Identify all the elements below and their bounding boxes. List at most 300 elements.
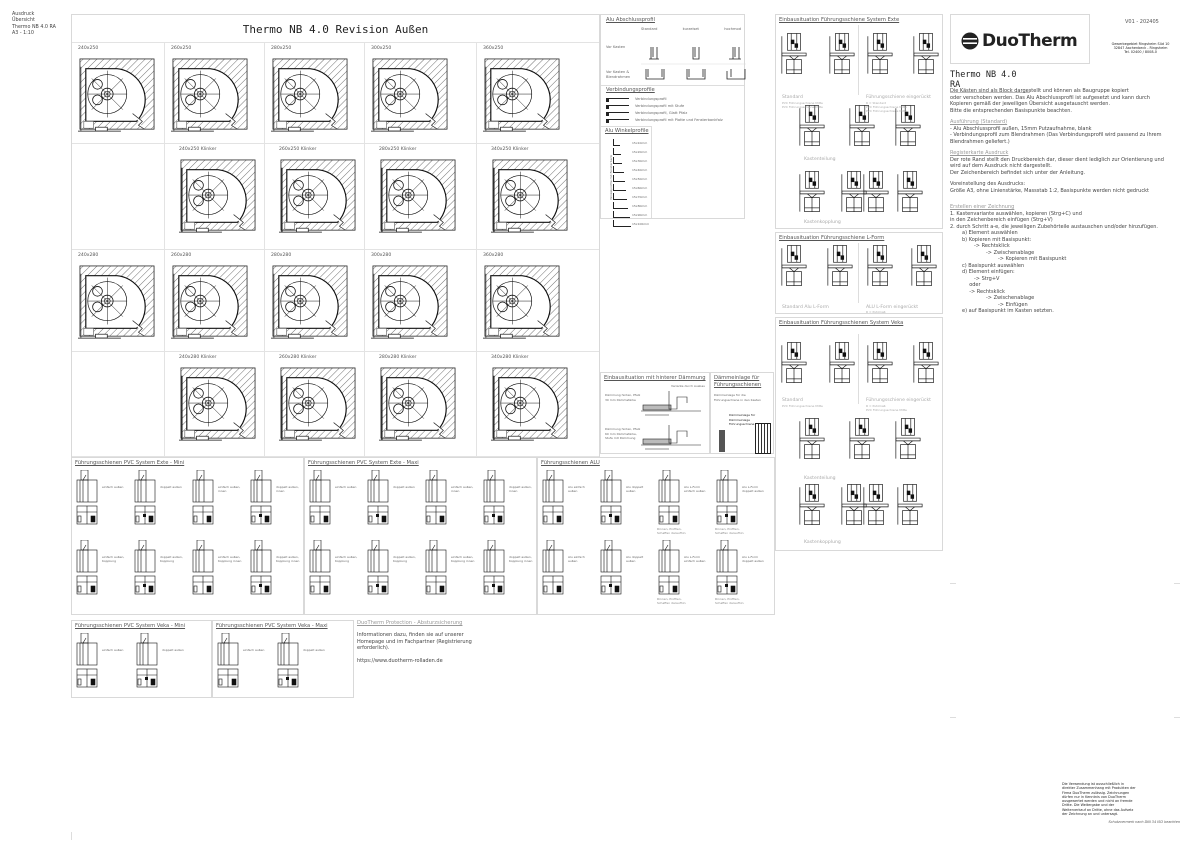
shutter-box-drawing xyxy=(171,264,249,342)
winkelprofil-item xyxy=(613,146,649,155)
guide-rail-variant xyxy=(599,470,644,526)
guide-rail-label: Alu doppelt außen xyxy=(626,555,644,563)
box-variant-cell xyxy=(72,250,165,352)
guide-rail-label: doppelt außen, innen xyxy=(276,485,299,493)
box-variant-cell xyxy=(365,250,477,352)
alu-winkelprofile-title: Alu Winkelprofile xyxy=(605,128,649,134)
guide-rail-drawing xyxy=(249,470,273,526)
shutter-box-drawing xyxy=(78,264,156,342)
shutter-box-drawing xyxy=(371,264,449,342)
guide-rail-drawing xyxy=(599,470,623,526)
caption-sub: R = Putzmaß xyxy=(866,310,886,314)
legal-line: Weiterverkauf an Dritte, ohne das Aufsetz xyxy=(1062,807,1134,812)
guide-rail-variant xyxy=(715,540,764,596)
guide-rail-label: doppelt außen xyxy=(160,485,182,489)
shutter-box-drawing xyxy=(171,57,249,135)
guide-rail-drawing xyxy=(424,470,448,526)
shutter-box-drawing xyxy=(379,366,457,444)
box-grid xyxy=(72,43,599,457)
verbindung-label: Verbindungsprofil mit Platte und Fensterbankfalz xyxy=(635,118,723,123)
daemmeinlage-callout: Dämmeinlage für Dämmeinlage Führungsschiene xyxy=(729,413,756,427)
winkelprofil-item xyxy=(613,173,649,182)
guide-rail-label: einfach außen, Kopplung xyxy=(102,555,125,563)
guide-rail-label: Alu einfach außen xyxy=(568,485,585,493)
installation-section-drawing xyxy=(798,167,826,217)
legal-notice xyxy=(1062,782,1180,825)
instruction-step: -> Rechtsklick xyxy=(969,288,1005,295)
box-variant-label: 240x250 xyxy=(78,46,99,51)
angle-profile-icon xyxy=(613,157,622,164)
box-variant-cell xyxy=(477,250,599,352)
guide-rail-drawing xyxy=(482,470,506,526)
guide-rail-variant xyxy=(216,633,265,689)
guide-rail-drawing xyxy=(308,470,332,526)
guide-rail-label: einfach außen, innen xyxy=(218,485,241,493)
instruction-step: d) Element einfügen: xyxy=(962,269,1015,275)
caption-sub: PVC Führungsschiene Mitte xyxy=(782,105,823,109)
logo-box xyxy=(950,14,1090,64)
guide-rail-drawing xyxy=(715,470,739,526)
caption-sub: PVC Führungsschiene Mitte xyxy=(782,404,823,408)
guide-rail-label: einfach außen, Kopplung xyxy=(335,555,358,563)
guide-rail-drawing xyxy=(657,540,681,596)
guide-rail-drawing xyxy=(715,540,739,596)
guide-rail-drawing xyxy=(541,540,565,596)
winkel-side-label: Winkelprofile mit Fensterbank xyxy=(609,154,614,200)
winkelprofil-item xyxy=(613,218,649,227)
shutter-box-drawing xyxy=(279,158,357,236)
guide-rail-label: doppelt außen, Kopplung innen xyxy=(509,555,533,563)
angle-profile-icon xyxy=(613,166,624,173)
winkelprofil-label: 15x100mm xyxy=(631,222,650,227)
installation-section-drawing xyxy=(848,414,876,464)
shutter-box-drawing xyxy=(491,366,569,444)
shutter-box-drawing xyxy=(491,158,569,236)
guide-rail-drawing xyxy=(276,633,300,689)
guide-rail-variant xyxy=(249,540,300,596)
box-variant-label: 260x250 xyxy=(171,46,192,51)
caption: Kastenteilung xyxy=(804,476,836,481)
box-variant-cell xyxy=(72,43,165,144)
angle-profile-icon xyxy=(613,184,626,191)
winkelprofil-label: 15x90mm xyxy=(631,213,648,218)
box-variant-label: 280x280 Klinker xyxy=(379,355,417,360)
instruction-line: Der Zeichenbereich befindet sich unter der Anleitung. xyxy=(950,169,1086,176)
box-variant-label: 280x280 xyxy=(271,253,292,258)
box-variant-label: 260x280 xyxy=(171,253,192,258)
legal-line: ausgewertet werden und nicht an fremde xyxy=(1062,799,1133,804)
verbindung-icon xyxy=(606,105,629,109)
caption-sub: PVC Führungsschiene Mitte xyxy=(866,408,907,412)
winkelprofil-label: 15x70mm xyxy=(631,195,648,200)
instruction-step: a) Element auswählen xyxy=(962,230,1018,236)
guide-rail-drawing xyxy=(191,540,215,596)
guide-rail-variant xyxy=(657,540,706,596)
shutter-box-drawing xyxy=(179,366,257,444)
daemmung-label: Dämmung hinten, Pfalz 30 mm Dämmstärke xyxy=(605,393,641,402)
caption: ALU L-Form eingerückt xyxy=(866,305,919,310)
verbindung-label: Verbindungsprofil, Glatt Pfalz xyxy=(635,111,688,116)
box-variant-cell xyxy=(365,144,477,250)
print-info-line: Thermo NB 4.0 RA xyxy=(12,24,56,30)
instruction-step: -> Zwischenablage xyxy=(986,249,1035,256)
guide-rail-label: doppelt außen, Kopplung xyxy=(160,555,183,563)
caption: Standard Alu L-Form xyxy=(782,305,829,310)
winkelprofil-label: 15x10mm xyxy=(632,141,648,146)
fs-veka-maxi-panel xyxy=(212,620,354,698)
guide-rail-drawing xyxy=(75,633,99,689)
shutter-box-drawing xyxy=(371,57,449,135)
guide-rail-note: Rinnen, Profilen, Schaffen daraufhin xyxy=(715,527,744,535)
installation-section-drawing xyxy=(826,243,854,289)
angle-profile-icon xyxy=(613,139,620,146)
protection-text: erforderlich). xyxy=(357,645,390,651)
winkelprofil-item xyxy=(613,200,649,209)
guide-rail-variant xyxy=(599,540,644,596)
instruction-line: Kopieren gemäß der jeweiligen Übersicht ausgetauscht werden. xyxy=(950,101,1111,107)
protection-title: DuoTherm Protection - Absturzsicherung xyxy=(357,620,463,626)
guide-rail-variant xyxy=(75,633,124,689)
einbau-veka-title: Einbausituation Führungsschienen System Veka xyxy=(779,320,904,326)
einbau-exte-title: Einbausituation Führungsschiene System Exte xyxy=(779,17,900,23)
shutter-box-drawing xyxy=(483,57,561,135)
installation-section-drawing xyxy=(896,480,924,530)
caption: Standard xyxy=(782,398,803,403)
guide-rail-drawing xyxy=(308,540,332,596)
legal-note: Schutzvermerk nach DIN 34 ISO beachten xyxy=(1108,820,1180,825)
caption: Führungsschiene eingerückt xyxy=(866,95,931,100)
installation-section-drawing xyxy=(866,338,894,388)
protection-text: Homepage und im Fachpartner (Registrierung xyxy=(357,638,472,645)
box-variant-label: 260x280 Klinker xyxy=(279,355,317,360)
guide-rail-drawing xyxy=(482,540,506,596)
guide-rail-drawing xyxy=(191,470,215,526)
winkelprofil-item xyxy=(613,182,649,191)
box-variant-cell xyxy=(477,43,599,144)
instruction-step: -> Rechtsklick xyxy=(974,243,1010,249)
guide-rail-label: Alu L-Form einfach außen xyxy=(684,485,706,493)
shutter-box-drawing xyxy=(271,264,349,342)
box-variant-label: 360x250 xyxy=(483,46,504,51)
installation-section-drawing xyxy=(866,243,894,289)
page-title: Thermo NB 4.0 Revision Außen xyxy=(242,23,429,36)
guide-rail-variant xyxy=(366,540,416,596)
daemmeinlage-panel xyxy=(710,372,774,454)
guide-rail-drawing xyxy=(366,540,390,596)
guide-rail-label: doppelt außen, Kopplung innen xyxy=(276,555,300,563)
instruction-line: wird auf dem Ausdruck nicht dargestellt. xyxy=(950,163,1052,169)
winkelprofil-label: 15x50mm xyxy=(631,177,648,182)
winkelprofil-item xyxy=(613,209,649,218)
row-label: Vor Kasten xyxy=(606,45,626,49)
guide-rail-drawing xyxy=(75,470,99,526)
box-variant-label: 280x250 Klinker xyxy=(379,147,417,152)
guide-rail-drawing xyxy=(657,470,681,526)
installation-section-drawing xyxy=(828,29,856,79)
crop-mark xyxy=(1174,583,1180,584)
caption-sub: R = Standard xyxy=(866,101,887,105)
shutter-box-drawing xyxy=(483,264,561,342)
einbau-lform-panel xyxy=(775,232,943,314)
instruction-step: 1. Kastenvariante auswählen, kopieren (Strg+C) und xyxy=(950,210,1082,217)
instructions xyxy=(950,88,1164,315)
winkelprofil-item xyxy=(613,137,649,146)
guide-rail-label: einfach außen, Kopplung innen xyxy=(218,555,242,563)
guide-rail-variant xyxy=(191,540,242,596)
guide-rail-variant xyxy=(75,540,125,596)
winkelprofil-label: 15x20mm xyxy=(631,150,648,155)
installation-section-drawing xyxy=(896,167,924,217)
instruction-step: c) Basispunkt auswählen xyxy=(962,262,1025,269)
daemmung-note: Variante durch Ausbau xyxy=(671,384,706,388)
box-variant-label: 340x280 Klinker xyxy=(491,355,529,360)
guide-rail-label: einfach außen xyxy=(243,648,265,652)
daemmung-label: Dämmung hinten, Pfalz 60 mm Dämmstärke, Stufe mit Dämmung xyxy=(605,427,641,441)
legal-line: Dritte. Die Weitergabe und der xyxy=(1062,803,1115,808)
box-variant-cell xyxy=(265,250,365,352)
verbindung-label: Verbindungsprofil xyxy=(635,97,667,102)
box-variant-cell xyxy=(265,144,365,250)
row-label: Vor Kasten & Blendrahmen xyxy=(606,70,631,79)
fs-alu-panel xyxy=(537,457,775,615)
fs-veka-mini-title: Führungsschienen PVC System Veka - Mini xyxy=(75,623,186,629)
guide-rail-variant xyxy=(482,540,533,596)
alu-abschluss-title: Alu Abschlussprofil xyxy=(606,17,655,23)
guide-rail-variant xyxy=(541,470,585,526)
box-variant-cell xyxy=(165,250,265,352)
caption-sub: PVC Führungsschiene Mitte xyxy=(866,105,907,109)
box-variant-cell xyxy=(265,352,365,457)
protection-block xyxy=(357,620,472,664)
guide-rail-label: einfach außen xyxy=(102,485,124,489)
angle-profile-icon xyxy=(613,175,625,182)
guide-rail-variant xyxy=(482,470,532,526)
guide-rail-drawing xyxy=(216,633,240,689)
angle-profile-icon xyxy=(613,193,627,200)
guide-rail-variant xyxy=(249,470,299,526)
logo-text: DuoTherm xyxy=(982,31,1078,51)
section-title: Erstellen einer Zeichnung xyxy=(950,204,1015,210)
instruction-step: e) auf Basispunkt im Kasten setzten. xyxy=(962,308,1054,314)
crop-mark xyxy=(1174,717,1180,718)
box-variant-label: 240x280 xyxy=(78,253,99,258)
box-variant-label: 340x250 Klinker xyxy=(491,147,529,152)
caption-sub: PVC Führungsschiene Mitte xyxy=(782,101,823,105)
instruction-line: Blendrahmen geliefert.) xyxy=(950,138,1010,145)
fs-veka-mini-panel xyxy=(71,620,212,698)
col-label: kurzeiset xyxy=(682,27,699,31)
guide-rail-drawing xyxy=(75,540,99,596)
box-variant-cell xyxy=(365,352,477,457)
guide-rail-label: einfach außen, Kopplung innen xyxy=(451,555,475,563)
address-line: Gewerbegebiet Ringsheim Süd 10 xyxy=(1111,42,1170,46)
section-title: Ausführung (Standard) xyxy=(950,119,1008,125)
installation-section-drawing xyxy=(912,29,940,79)
installation-section-drawing xyxy=(798,414,826,464)
instruction-line: - Verbindungsprofil zum Blendrahmen (Das Verbindungsprofil wird passend zu Ihrem xyxy=(950,132,1162,138)
guide-rail-note: Rinnen, Profilen, Schaffen daraufhin xyxy=(715,597,744,605)
box-variant-cell xyxy=(265,43,365,144)
guide-rail-drawing xyxy=(541,470,565,526)
guide-rail-variant xyxy=(75,470,124,526)
box-variant-cell xyxy=(365,43,477,144)
guide-rail-variant xyxy=(276,633,325,689)
winkelprofil-label: 15x80mm xyxy=(631,204,648,209)
fs-exte-mini-title: Führungsschienen PVC System Exte - Mini xyxy=(75,460,185,466)
winkelprofil-label: 15x40mm xyxy=(631,168,648,173)
box-variant-cell xyxy=(165,144,265,250)
installation-section-drawing xyxy=(780,243,808,289)
print-info-line: Übersicht xyxy=(12,18,35,24)
daemmeinlage-profile xyxy=(755,423,771,454)
protection-url[interactable]: https://www.duotherm-rolladen.de xyxy=(357,657,443,664)
instruction-step: 2. durch Schritt a-e, die jeweiligen Zubehörteile austauschen und/oder hinzufügen. xyxy=(950,223,1158,230)
guide-rail-variant xyxy=(133,470,182,526)
col-label: hochmod xyxy=(724,27,741,31)
instruction-line: Bitte die entsprechenden Basispunkte beachten. xyxy=(950,107,1072,114)
guide-rail-variant xyxy=(715,470,764,526)
caption-sub: PVC Führungsschiene Mitte xyxy=(866,109,907,113)
box-variant-label: 300x280 xyxy=(371,253,392,258)
verbindungsprofile-title: Verbindungsprofile xyxy=(606,87,655,93)
legal-line: Die Verwendung ist ausschließlich in xyxy=(1062,782,1125,786)
daemmeinlage-title: Dämmeinlage für xyxy=(714,375,760,381)
guide-rail-label: doppelt außen xyxy=(393,485,415,489)
instruction-line: Die Kästen sind als Block dargestellt und können als Baugruppe kopiert xyxy=(950,88,1129,94)
guide-rail-variant xyxy=(308,540,358,596)
duotherm-logo-icon xyxy=(961,32,979,50)
instruction-line: - Alu Abschlussprofil außen, 15mm Putzaufnahme, blank xyxy=(950,125,1092,132)
instruction-line: oder verschoben werden. Das Alu Abschlussprofil ist aufgesetzt und kann durch xyxy=(950,94,1150,101)
guide-rail-drawing xyxy=(366,470,390,526)
guide-rail-label: doppelt außen xyxy=(162,648,184,652)
fs-exte-mini-panel xyxy=(71,457,304,615)
caption: Führungsschiene eingerückt xyxy=(866,398,931,403)
daemmeinlage-note: Dämmeinlage für die Führungsschiene in den Kasten xyxy=(714,393,761,402)
shutter-box-drawing xyxy=(279,366,357,444)
box-variant-label: 280x250 xyxy=(271,46,292,51)
abschluss-profile-drawings xyxy=(641,33,746,85)
angle-profile-icon xyxy=(613,148,621,155)
winkelprofil-item xyxy=(613,191,649,200)
daemmung-panel xyxy=(600,372,710,454)
legal-line: der Zeichnung an und untersagt. xyxy=(1062,812,1119,817)
verbindung-icon xyxy=(606,119,629,123)
box-variant-cell xyxy=(165,43,265,144)
box-variant-label: 240x280 Klinker xyxy=(179,355,217,360)
caption: Kastenkopplung xyxy=(804,540,841,545)
angle-profile-icon xyxy=(613,220,631,227)
logo xyxy=(961,31,1077,51)
installation-section-drawing xyxy=(828,338,856,388)
verbindung-icon xyxy=(606,98,629,102)
section-title: Voreinstellung des Ausdrucks: xyxy=(950,181,1026,187)
crop-mark xyxy=(950,583,956,584)
col-label: Standard xyxy=(641,27,658,31)
guide-rail-drawing xyxy=(135,633,159,689)
box-variant-cell xyxy=(477,352,599,457)
fs-exte-maxi-title: Führungsschienen PVC System Exte - Maxi xyxy=(308,460,419,466)
guide-rail-label: Alu L-Form doppelt außen xyxy=(742,555,764,563)
installation-section-drawing xyxy=(894,414,922,464)
guide-rail-variant xyxy=(424,540,475,596)
box-variant-label: 260x250 Klinker xyxy=(279,147,317,152)
fs-exte-maxi-panel xyxy=(304,457,537,615)
installation-section-drawing xyxy=(862,480,890,530)
guide-rail-label: Alu L-Form einfach außen xyxy=(684,555,706,563)
angle-profile-icon xyxy=(613,211,630,218)
guide-rail-label: einfach außen xyxy=(102,648,124,652)
box-variant-cell xyxy=(165,352,265,457)
box-variant-cell xyxy=(477,144,599,250)
guide-rail-drawing xyxy=(424,540,448,596)
guide-rail-variant xyxy=(424,470,474,526)
einbau-lform-title: Einbausituation Führungsschiene L-Form xyxy=(779,235,885,241)
winkelprofil-label: 15x30mm xyxy=(631,159,648,164)
instruction-step: -> Kopieren mit Basispunkt xyxy=(998,256,1067,262)
legal-line: direkter Zusammenhang mit Produkten der xyxy=(1062,786,1136,791)
daemmung-drawing xyxy=(639,387,709,453)
product-title: Thermo NB 4.0 RA xyxy=(950,70,1030,93)
einbau-exte-panel xyxy=(775,14,943,229)
address-block xyxy=(1093,42,1188,54)
guide-rail-variant xyxy=(133,540,183,596)
guide-rail-variant xyxy=(541,540,585,596)
daemmung-title: Einbausituation mit hinterer Dämmung xyxy=(604,375,706,381)
shutter-box-drawing xyxy=(271,57,349,135)
box-variant-label: 360x280 xyxy=(483,253,504,258)
guide-rail-label: Alu doppelt außen xyxy=(626,485,644,493)
guide-rail-label: einfach außen, innen xyxy=(451,485,474,493)
legal-line: dürfen nur in Kenntnis von DuoTherm xyxy=(1062,794,1126,799)
instruction-step: -> Zwischenablage xyxy=(986,295,1035,301)
empty-cell xyxy=(72,144,165,250)
print-info xyxy=(12,12,56,38)
installation-section-drawing xyxy=(798,480,826,530)
guide-rail-variant xyxy=(657,470,706,526)
verbindung-icon xyxy=(606,112,629,116)
verbindung-label: Verbindungsprofil mit Stufe xyxy=(635,104,685,109)
guide-rail-note: Rinnen, Profilen, Schaffen daraufhin xyxy=(657,527,686,535)
angle-profile-icon xyxy=(613,202,628,209)
instruction-line: Größe A3, ohne Linienstärke, Massstab 1:2, Basispunkte werden nicht gedruckt xyxy=(950,187,1149,194)
guide-rail-label: doppelt außen xyxy=(303,648,325,652)
legal-line: Firma DuoTherm zulässig. Zeichnungen xyxy=(1062,790,1130,795)
guide-rail-variant xyxy=(366,470,415,526)
instruction-step: b) Kopieren mit Basispunkt: xyxy=(962,236,1032,243)
guide-rail-drawing xyxy=(133,470,157,526)
box-variant-label: 240x250 Klinker xyxy=(179,147,217,152)
guide-rail-note: Rinnen, Profilen, Schaffen daraufhin xyxy=(657,597,686,605)
daemmeinlage-strip xyxy=(719,430,725,452)
guide-rail-drawing xyxy=(599,540,623,596)
shutter-box-drawing xyxy=(379,158,457,236)
caption: Kastenkopplung xyxy=(804,220,841,225)
winkelprofil-item xyxy=(613,164,649,173)
crop-mark xyxy=(71,832,72,840)
box-variants-panel xyxy=(71,14,600,457)
fs-alu-title: Führungsschienen ALU xyxy=(541,460,600,466)
guide-rail-label: doppelt außen, Kopplung xyxy=(393,555,416,563)
caption: Standard xyxy=(782,95,803,100)
caption: Kastenteilung xyxy=(804,157,836,162)
guide-rail-variant xyxy=(308,470,357,526)
address-line: Tel. 02400 / 8008-0 xyxy=(1124,50,1157,54)
guide-rail-variant xyxy=(135,633,184,689)
crop-mark xyxy=(950,717,956,718)
winkelprofil-label: 15x60mm xyxy=(632,186,648,191)
shutter-box-drawing xyxy=(78,57,156,135)
